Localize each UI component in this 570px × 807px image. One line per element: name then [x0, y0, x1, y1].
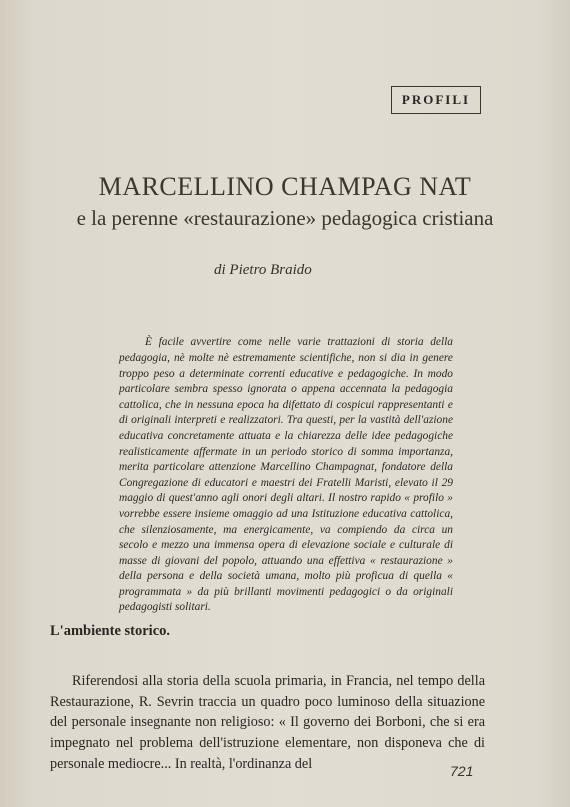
section-label: PROFILI: [391, 86, 481, 114]
article-subtitle: e la perenne «restaurazione» pedagogica cristiana: [76, 206, 494, 230]
section-heading: L'ambiente storico.: [50, 623, 171, 639]
article-title: MARCELLINO CHAMPAG NAT: [98, 172, 472, 201]
body-paragraph: Riferendosi alla storia della scuola primaria, in Francia, nel tempo della Restaurazione, R. Sevrin traccia un quadro poco luminoso della situazione del personale insegnante non religioso: « Il governo dei Borboni, che si era impegnato nel problema dell'istruzione elementare, non disponeva che di personale mediocre... In realtà, l'ordinanza del: [50, 673, 485, 772]
article-abstract: È facile avvertire come nelle varie trattazioni di storia della pedagogia, nè molte nè estremamente scientifiche, non si dia in genere troppo peso a determinate correnti educative e pedagogiche. In modo particolare sembra spesso ignorata o appena accennata la pedagogia cattolica, che in nessuna epoca ha difettato di cospicui rappresentanti e di originali interpreti e realizzatori. Tra questi, per la vastità dell'azione educativa concretamente attuata e la chiarezza delle idee pedagogiche realisticamente affermate in un periodo storico di somma importanza, merita particolare attenzione Marcellino Champagnat, fondatore della Congregazione di educatori e maestri dei Fratelli Maristi, elevato il 29 maggio di quest'anno agli onori degli altari. Il nostro rapido « profilo » vorrebbe essere insieme omaggio ad una Istituzione educativa cattolica, che silenziosamente, ma energicamente, va compiendo da circa un secolo e mezzo una immensa opera di elevazione sociale e culturale di masse di giovani del popolo, attuando una effettiva « restaurazione » della persona e della società umana, molto più proficua di quella « programmata » da più brillanti movimenti pedagogici o da originali pedagogisti solitari.: [119, 336, 453, 614]
page-number: 721: [450, 763, 474, 779]
author-byline: di Pietro Braido: [214, 262, 312, 278]
